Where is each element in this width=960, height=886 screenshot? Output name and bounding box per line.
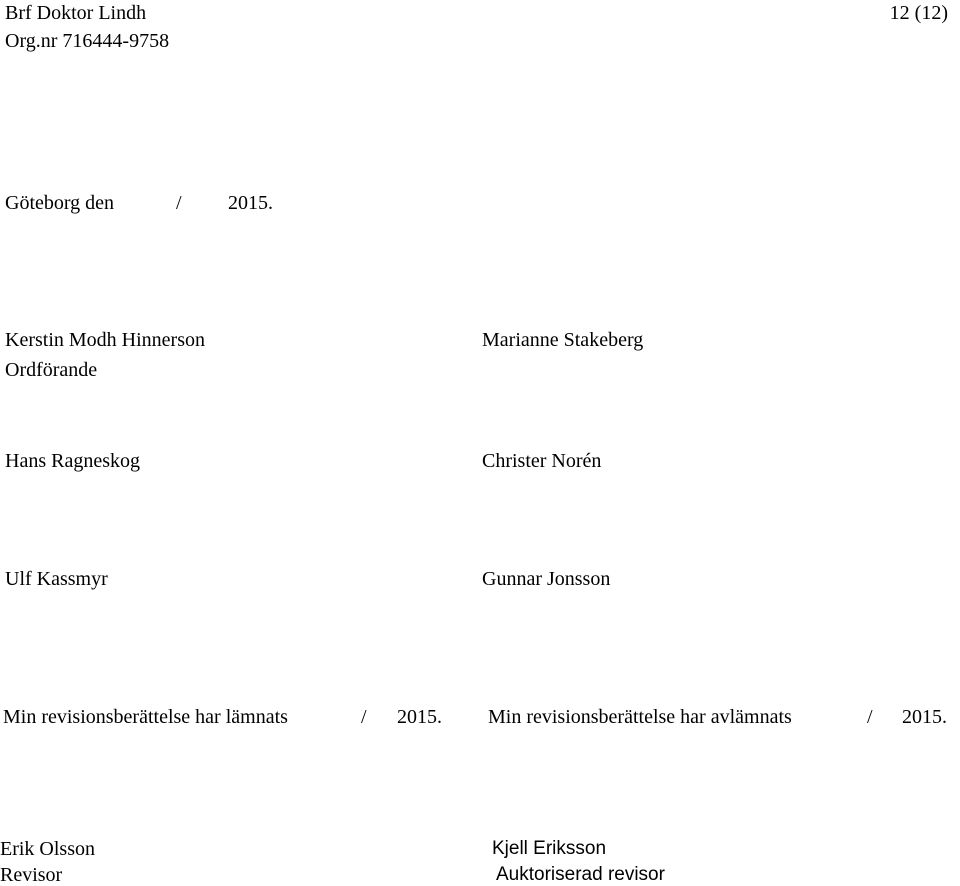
auditor-title: Revisor [0, 864, 63, 886]
signatory-name: Ulf Kassmyr [5, 568, 108, 590]
org-name: Brf Doktor Lindh [5, 2, 147, 24]
org-number: Org.nr 716444-9758 [5, 30, 170, 52]
page-number: 12 (12) [889, 2, 948, 24]
signatory-name: Hans Ragneskog [5, 450, 140, 472]
audit-year-right: 2015. [902, 706, 947, 728]
signatory-name: Marianne Stakeberg [482, 329, 644, 351]
auditor-name: Kjell Eriksson [492, 838, 607, 859]
auditor-title: Auktoriserad revisor [496, 864, 665, 885]
audit-statement-right: Min revisionsberättelse har avlämnats [488, 706, 792, 728]
signatory-name: Christer Norén [482, 450, 602, 472]
auditor-name: Erik Olsson [0, 838, 95, 860]
place-date-text: Göteborg den [5, 192, 115, 214]
signatory-name: Kerstin Modh Hinnerson [5, 329, 205, 351]
audit-slash-left: / [361, 706, 367, 728]
signatory-name: Gunnar Jonsson [482, 568, 611, 590]
place-date-year: 2015. [228, 192, 273, 214]
signatory-role: Ordförande [5, 359, 98, 381]
audit-year-left: 2015. [397, 706, 442, 728]
place-date-slash: / [176, 192, 182, 214]
audit-slash-right: / [867, 706, 873, 728]
audit-statement-left: Min revisionsberättelse har lämnats [3, 706, 288, 728]
